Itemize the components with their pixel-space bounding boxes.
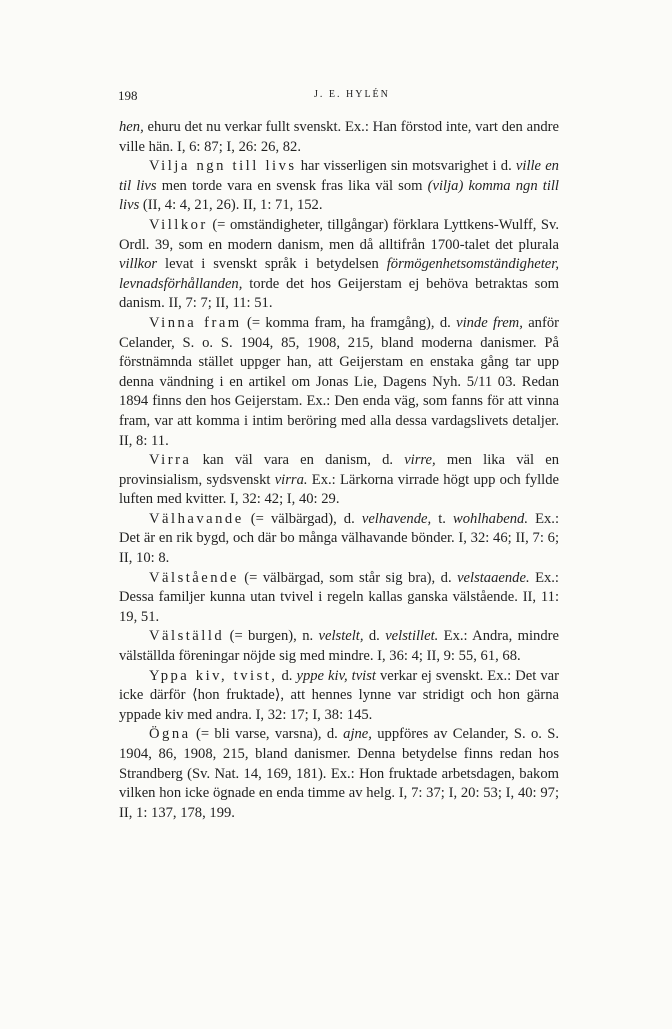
running-head: J. E. HYLÉN bbox=[314, 89, 390, 100]
entry-yppa bbox=[119, 667, 559, 726]
italic-text: (vilja) komma ngn till livs bbox=[119, 177, 559, 214]
text-run: torde det hos Geijerstam ej behöva betraktas som danism. II, 7: 7; II, 11: 51. bbox=[119, 275, 559, 312]
italic-text: vinde frem, bbox=[456, 314, 523, 331]
text-run: levat i svenskt språk i betydelsen bbox=[157, 256, 387, 273]
text-run: verkar ej svenskt. Ex.: Det var icke därför ⟨hon fruktade⟩, att hennes lynne var stridigt och hon gärna yppade kiv med andra. I, 32: 17; I, 38: 145. bbox=[119, 667, 559, 723]
text-run: d. bbox=[363, 628, 386, 645]
text-run: Ex.: Lärkorna virrade högt upp och fyllde luften med kvitter. I, 32: 42; I, 40: 29. bbox=[119, 471, 560, 508]
italic-text: velstillet. bbox=[385, 628, 439, 645]
headword: Villkor bbox=[149, 216, 208, 233]
text-run: (= välbärgad), d. bbox=[243, 510, 362, 527]
text-run: Ex.: Dessa familjer kunna utan tvivel i regeln kallas ganska välstående. II, 11: 19, 51. bbox=[119, 569, 559, 625]
headword: Välstående bbox=[149, 569, 239, 586]
text-run: uppföres av Celander, S. o. S. 1904, 86, 1908, 215, bland danismer. Denna betydelse finns redan hos Strandberg (Sv. Nat. 14, 169, 181). Ex.: Hon fruktade arbetsdagen, bakom vilken hon icke ögnade en enda timme av helg. I, 7: 37; I, 20: 53; I, 40: 97; II, 1: 137, 178, 199. bbox=[119, 726, 559, 821]
italic-text: yppe kiv, tvist bbox=[296, 667, 376, 684]
entry-valstalld bbox=[119, 627, 559, 666]
entry-valhavande bbox=[119, 510, 559, 569]
text-run: men torde vara en svensk fras lika väl som bbox=[156, 177, 428, 194]
text-run: har visserligen sin motsvarighet i d. bbox=[296, 158, 516, 175]
headword: Välställd bbox=[149, 628, 225, 645]
text-run: Ex.: Det är en rik bygd, och där bo många välhavande bönder. I, 32: 46; II, 7: 6; II, 10: 8. bbox=[119, 510, 559, 567]
italic-text: velstelt, bbox=[318, 628, 364, 645]
text-run: (= omständigheter, tillgångar) förklara Lyttkens-Wulff, Sv. Ordl. 39, som en modern danism, men då alltifrån 1700-talet det plurala bbox=[119, 216, 559, 253]
entry-ogna bbox=[119, 725, 559, 823]
text-run: Ex.: Andra, mindre välställda föreningar nöjde sig med mindre. I, 36: 4; II, 9: 55, 61, 68. bbox=[119, 628, 559, 665]
body-text bbox=[119, 118, 559, 823]
italic-text: hen, bbox=[119, 119, 144, 135]
headword: Välhavande bbox=[149, 510, 244, 527]
page-header bbox=[118, 88, 558, 108]
italic-text: ville en til livs bbox=[119, 158, 559, 194]
headword: Yppa kiv, tvist, bbox=[149, 667, 278, 684]
text-run: ehuru det nu verkar fullt svenskt. Ex.: Han förstod inte, vart den andre ville hän. I, 6: 87; I, 26: 26, 82. bbox=[119, 119, 559, 155]
text-run: anför Celander, S. o. S. 1904, 85, 1908, 215, bland moderna danismer. På förstnämnda stället uppger han, att Geijerstam en enstaka gång tar upp denna vändning i en artikel om Jonas Lie, Dagens Nyh. 5/11 03. Redan 1894 finns den hos Geijerstam. Ex.: Den enda väg, som fanns för att vinna fram, var att komma i intim beröring med alla dessa vardagslivets detaljer. II, 8: 11. bbox=[119, 314, 559, 449]
page-number: 198 bbox=[118, 88, 138, 103]
entry-valstaende bbox=[119, 569, 559, 628]
entry-villkor bbox=[119, 216, 559, 314]
italic-text: förmögenhetsomständigheter, levnadsförhållanden, bbox=[119, 256, 559, 292]
text-run: (= komma fram, ha framgång), d. bbox=[241, 314, 457, 331]
entry-vinna-fram bbox=[119, 314, 559, 451]
italic-text: velhavende, bbox=[361, 510, 432, 527]
italic-text: virra. bbox=[274, 471, 308, 488]
paragraph bbox=[119, 118, 559, 157]
italic-text: virre, bbox=[404, 452, 436, 469]
italic-text: ajne, bbox=[343, 726, 372, 743]
italic-text: wohlhabend. bbox=[453, 510, 528, 527]
text-run: (II, 4: 4, 21, 26). II, 1: 71, 152. bbox=[139, 197, 323, 214]
italic-text: villkor bbox=[119, 256, 158, 273]
text-run: t. bbox=[431, 510, 453, 527]
italic-text: velstaaende. bbox=[457, 569, 530, 586]
headword: Ögna bbox=[149, 726, 191, 743]
text-run: (= välbärgad, som står sig bra), d. bbox=[238, 569, 458, 586]
headword: Vilja ngn till livs bbox=[149, 158, 297, 175]
headword: Virra bbox=[149, 452, 192, 469]
entry-virra bbox=[119, 451, 559, 510]
entry-vilja bbox=[119, 157, 559, 216]
text-run: men lika väl en provinsialism, sydsvenskt bbox=[119, 452, 559, 488]
text-run: d. bbox=[277, 667, 297, 684]
text-run: (= burgen), n. bbox=[224, 628, 319, 645]
headword: Vinna fram bbox=[149, 314, 242, 331]
text-run: (= bli varse, varsna), d. bbox=[190, 726, 344, 743]
text-run: kan väl vara en danism, d. bbox=[191, 452, 405, 469]
